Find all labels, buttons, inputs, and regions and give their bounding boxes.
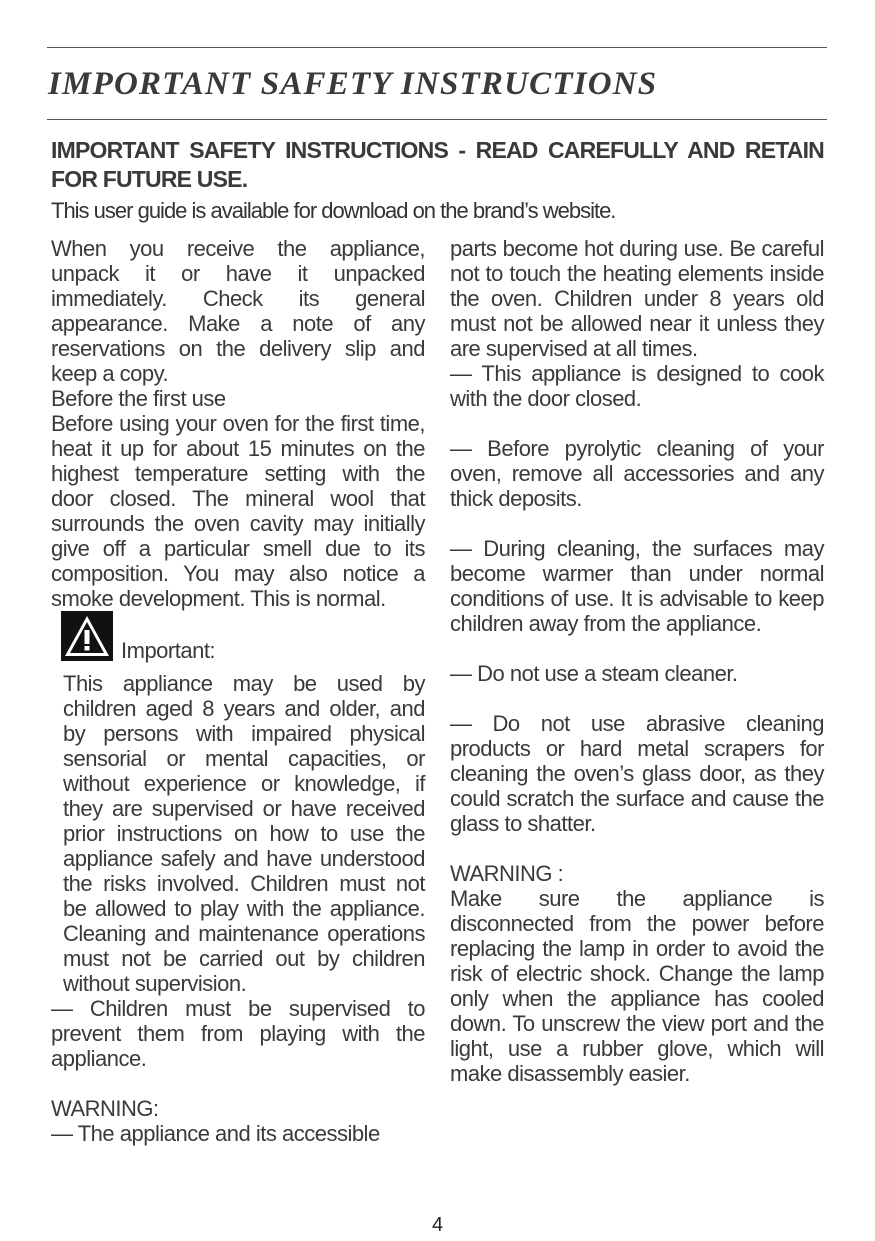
children-supervised-paragraph: — Children must be supervised to prevent them from playing with the appliance.: [51, 996, 425, 1071]
right-column: [450, 236, 824, 1086]
left-column: [51, 236, 425, 1146]
title-rule: [47, 119, 827, 120]
lamp-paragraph: Make sure the appliance is disconnected from the power before replacing the lamp in order to avoid the risk of electric shock. Change the lamp only when the appliance has cooled down. To unscrew the view port and the light, use a rubber glove, which will make disassembly easier.: [450, 886, 824, 1086]
spacer: [450, 411, 824, 436]
important-paragraph: This appliance may be used by children aged 8 years and older, and by persons with impaired physical sensorial or mental capacities, or without experience or knowledge, if they are supervised or have received prior instructions on how to use the appliance safely and have understood the risks involved. Children must not be allowed to play with the appliance. Cleaning and maintenance operations must not be carried out by children without supervision.: [63, 671, 425, 996]
important-block: [51, 611, 425, 671]
warning-heading-left: WARNING:: [51, 1096, 159, 1121]
intro-paragraph: When you receive the appliance, unpack it or have it unpacked immediately. Check its general appearance. Make a note of any reservations on the delivery slip and keep a copy.: [51, 236, 425, 386]
spacer: [450, 836, 824, 861]
door-closed-paragraph: — This appliance is designed to cook with the door closed.: [450, 361, 824, 411]
first-use-paragraph: Before using your oven for the first time, heat it up for about 15 minutes on the highest temperature setting with the door closed. The mineral wool that surrounds the oven cavity may initially give off a particular smell due to its composition. You may also notice a smoke development. This is normal.: [51, 411, 425, 611]
page-number: 4: [431, 1214, 444, 1236]
spacer: [51, 1071, 425, 1096]
steam-cleaner-paragraph: — Do not use a steam cleaner.: [450, 661, 738, 686]
warning-text-continued: parts become hot during use. Be careful not to touch the heating elements inside the oven. Children under 8 years old must not be allowed near it unless they are supervised at all times.: [450, 236, 824, 361]
spacer: [450, 686, 824, 711]
important-label: Important:: [121, 638, 216, 663]
page-title: IMPORTANT SAFETY INSTRUCTIONS: [48, 66, 658, 102]
top-rule: [47, 47, 827, 48]
spacer: [450, 511, 824, 536]
warning-heading-right: WARNING :: [450, 861, 564, 886]
first-use-heading: Before the first use: [51, 386, 226, 411]
abrasive-paragraph: — Do not use abrasive cleaning products or hard metal scrapers for cleaning the oven’s glass door, as they could scratch the surface and cause the glass to shatter.: [450, 711, 824, 836]
spacer: [450, 636, 824, 661]
pyrolytic-paragraph: — Before pyrolytic cleaning of your oven, remove all accessories and any thick deposits.: [450, 436, 824, 511]
safety-subheading: IMPORTANT SAFETY INSTRUCTIONS - READ CAREFULLY AND RETAIN FOR FUTURE USE.: [51, 137, 824, 192]
during-cleaning-paragraph: — During cleaning, the surfaces may become warmer than under normal conditions of use. It is advisable to keep children away from the appliance.: [450, 536, 824, 636]
download-note: This user guide is available for download on the brand’s website.: [51, 198, 616, 223]
warning-text-start: — The appliance and its accessible: [51, 1121, 380, 1146]
warning-triangle-icon: [61, 611, 113, 661]
